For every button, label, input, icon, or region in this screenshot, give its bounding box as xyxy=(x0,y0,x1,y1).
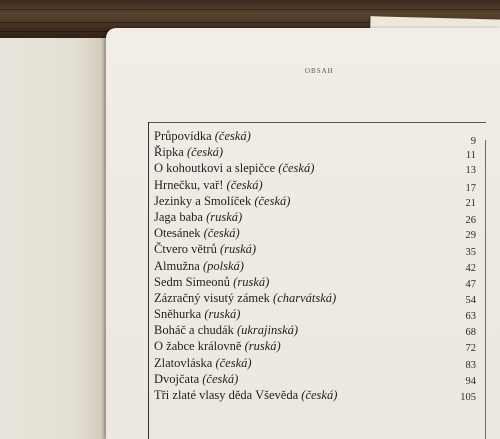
toc-entry-title: Hrnečku, vař! xyxy=(154,177,224,192)
toc-entry-origin: (charvátská) xyxy=(273,290,337,305)
toc-entry-page-number: 21 xyxy=(465,197,476,209)
toc-entry xyxy=(154,322,476,338)
toc-entry xyxy=(154,177,476,193)
toc-entry xyxy=(154,160,476,176)
toc-entry-title: Jaga baba xyxy=(154,209,203,224)
toc-left-rule xyxy=(148,122,149,439)
left-page xyxy=(0,38,108,439)
toc-entry-page-number: 68 xyxy=(465,327,476,339)
toc-entry xyxy=(154,225,476,241)
toc-entry-title: O kohoutkovi a slepičce xyxy=(154,161,276,176)
toc-entry-page-number: 83 xyxy=(465,359,476,371)
toc-entry-page-number: 26 xyxy=(465,214,476,226)
toc-entry-title: Řipka xyxy=(154,145,184,160)
toc-entry-title: Sedm Simeonů xyxy=(154,274,231,289)
toc-entry-title: Otesánek xyxy=(154,226,201,241)
table-of-contents xyxy=(154,128,476,403)
page-header: OBSAH xyxy=(305,67,334,75)
toc-entry-page-number: 42 xyxy=(465,262,476,274)
toc-entry xyxy=(154,387,476,403)
toc-entry-origin: (česká) xyxy=(214,129,251,143)
toc-entry xyxy=(154,274,476,290)
toc-entry-origin: (česká) xyxy=(215,355,252,370)
toc-entry-title: Tři zlaté vlasy děda Vševěda xyxy=(154,388,299,402)
toc-entry-origin: (česká) xyxy=(203,226,240,241)
toc-entry xyxy=(154,338,476,354)
toc-entry-origin: (česká) xyxy=(301,388,338,402)
toc-top-rule xyxy=(148,122,486,123)
toc-entry-origin: (česká) xyxy=(186,145,224,160)
toc-entry-origin: (ruská) xyxy=(233,274,270,289)
toc-entry-page-number: 11 xyxy=(465,150,476,162)
toc-entry xyxy=(154,290,476,306)
toc-entry xyxy=(154,355,476,371)
toc-entry-origin: (česká) xyxy=(254,193,291,208)
toc-entry-origin: (polská) xyxy=(202,258,244,273)
toc-entry-origin: (ruská) xyxy=(206,209,243,224)
toc-entry xyxy=(154,306,476,322)
toc-entry xyxy=(154,371,476,387)
toc-entry-origin: (česká) xyxy=(202,371,239,386)
toc-entry-page-number: 9 xyxy=(470,136,476,147)
toc-entry-origin: (ruská) xyxy=(204,307,241,322)
toc-entry-title: Čtvero větrů xyxy=(154,242,217,257)
toc-entry-page-number: 72 xyxy=(465,343,476,355)
toc-entry-page-number: 35 xyxy=(465,247,476,259)
toc-entry-page-number: 94 xyxy=(465,375,476,387)
toc-entry-page-number: 47 xyxy=(465,278,476,290)
toc-entry-page-number: 13 xyxy=(465,165,476,177)
toc-entry-title: Zázračný visutý zámek xyxy=(154,290,270,305)
toc-entry-origin: (ukrajinská) xyxy=(236,323,299,338)
toc-entry-title: Průpovídka xyxy=(154,129,212,143)
toc-entry-page-number: 17 xyxy=(465,182,476,194)
toc-entry xyxy=(154,209,476,225)
toc-entry-title: Sněhurka xyxy=(154,307,202,322)
toc-entry-origin: (ruská) xyxy=(244,339,281,354)
toc-entry-title: Dvojčata xyxy=(154,371,200,386)
toc-entry-title: O žabce královně xyxy=(154,339,242,354)
toc-entry-title: Zlatovláska xyxy=(154,355,213,370)
toc-entry-origin: (česká) xyxy=(278,161,315,176)
toc-entry-origin: (ruská) xyxy=(219,242,257,257)
toc-entry-page-number: 54 xyxy=(465,294,476,306)
toc-entry-title: Almužna xyxy=(154,258,200,273)
toc-entry xyxy=(154,128,476,147)
toc-entry-title: Boháč a chudák xyxy=(154,323,234,338)
toc-entry-title: Jezinky a Smolíček xyxy=(154,193,252,208)
toc-entry xyxy=(154,144,476,160)
toc-entry-page-number: 29 xyxy=(465,230,476,242)
toc-entry-origin: (česká) xyxy=(226,177,263,192)
toc-entry xyxy=(154,193,476,209)
toc-entry xyxy=(154,258,476,274)
toc-entry-page-number: 63 xyxy=(465,311,476,323)
toc-right-rule xyxy=(485,140,486,439)
toc-entry xyxy=(154,241,476,257)
toc-entry-page-number: 105 xyxy=(460,392,476,403)
